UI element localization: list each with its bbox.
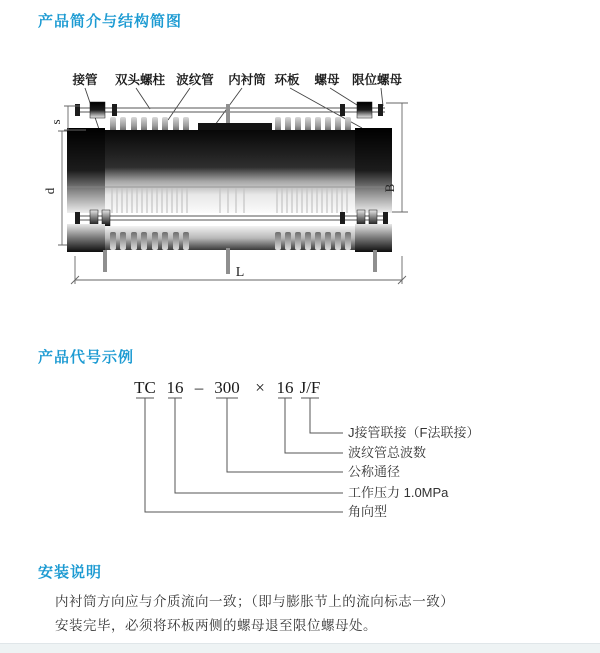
label-limit-nut: 限位螺母 bbox=[351, 73, 403, 87]
dimension-s bbox=[48, 106, 86, 130]
center-stud-upper bbox=[226, 104, 230, 126]
bellows-teeth-upper-left bbox=[110, 117, 189, 132]
section-heading-code: 产品代号示例 bbox=[38, 349, 135, 366]
code-token-type: TC bbox=[134, 378, 156, 397]
label-nut: 螺母 bbox=[314, 73, 340, 87]
dim-l-label: L bbox=[235, 265, 245, 280]
legend-item-waves: 波纹管总波数 bbox=[348, 445, 427, 460]
legend-item-dn: 公称通径 bbox=[348, 464, 401, 479]
dimension-d bbox=[42, 131, 67, 245]
bellows-teeth-upper-right bbox=[275, 117, 351, 132]
install-line-2: 安装完毕，必须将环板两侧的螺母退至限位螺母处。 bbox=[55, 617, 377, 633]
code-token-pressure: 16 bbox=[166, 378, 184, 397]
right-collar-lower bbox=[355, 224, 392, 252]
code-tokens bbox=[134, 378, 320, 397]
code-token-connection: J/F bbox=[299, 378, 321, 397]
legend-item-connection: J接管联接（F法联接） bbox=[348, 425, 480, 440]
label-double-stud: 双头螺柱 bbox=[114, 73, 166, 87]
legend-item-type: 角向型 bbox=[348, 504, 388, 519]
code-token-times: × bbox=[255, 378, 265, 397]
label-connecting-pipe: 接管 bbox=[72, 73, 98, 87]
inner-liner-band bbox=[198, 123, 272, 131]
section-heading-intro: 产品简介与结构简图 bbox=[38, 13, 183, 30]
code-connector-lines bbox=[136, 398, 343, 512]
label-inner-liner: 内衬筒 bbox=[228, 73, 266, 87]
dimension-l bbox=[71, 256, 406, 284]
right-collar bbox=[355, 128, 392, 213]
bellows-body-upper bbox=[67, 130, 392, 213]
code-legend bbox=[348, 425, 479, 519]
install-instructions bbox=[55, 590, 475, 637]
dim-s-label: s bbox=[48, 119, 63, 125]
code-token-dash: – bbox=[194, 378, 204, 397]
dim-d-label: d bbox=[42, 187, 57, 195]
diagram-part-labels bbox=[71, 72, 402, 87]
code-token-waves: 16 bbox=[276, 378, 294, 397]
dim-b-label: B bbox=[382, 183, 397, 193]
left-collar-lower bbox=[67, 224, 105, 252]
code-token-dn: 300 bbox=[214, 378, 240, 397]
legend-item-pressure: 工作压力 1.0MPa bbox=[348, 485, 449, 500]
label-ring-plate: 环板 bbox=[274, 73, 300, 87]
label-bellows: 波纹管 bbox=[176, 73, 214, 87]
section-heading-install: 安装说明 bbox=[38, 564, 103, 581]
install-line-1: 内衬筒方向应与介质流向一致；（即与膨胀节上的流向标志一致） bbox=[55, 594, 455, 609]
product-code-diagram bbox=[120, 375, 490, 535]
structure-diagram bbox=[40, 60, 460, 305]
left-collar bbox=[67, 128, 105, 213]
